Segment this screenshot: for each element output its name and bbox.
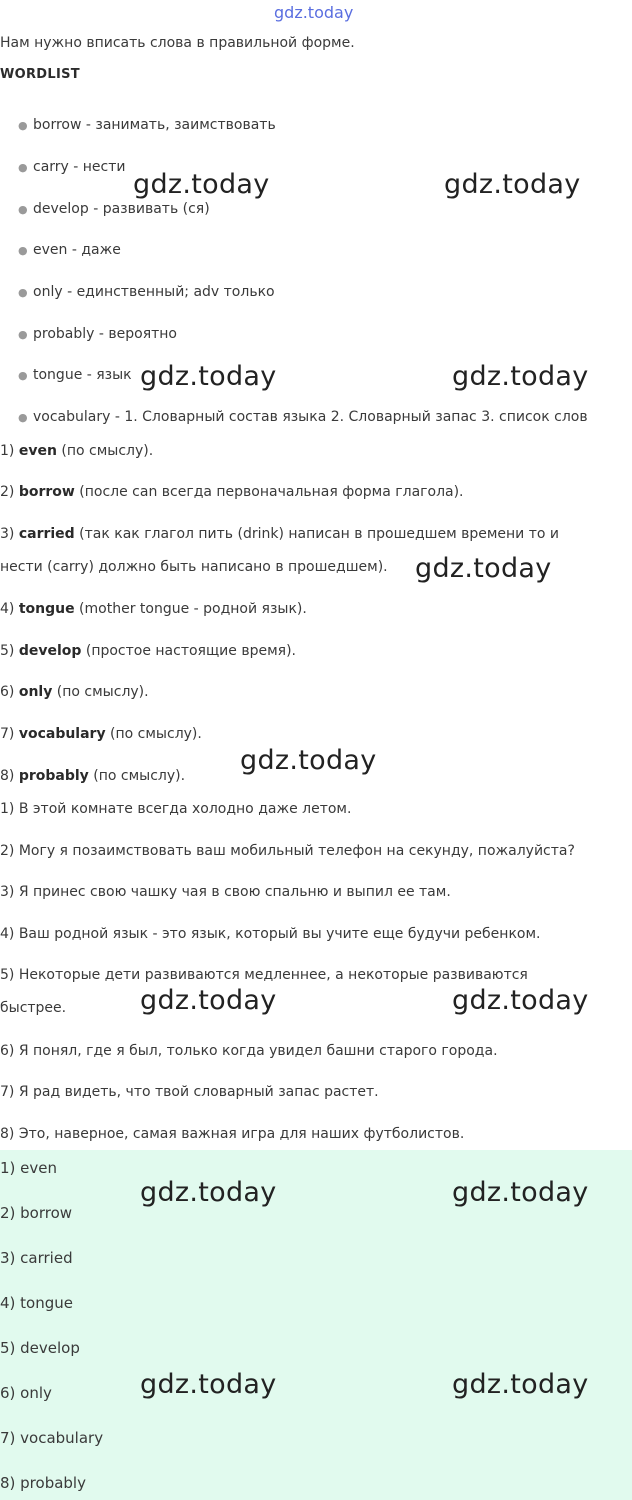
explanation-row: 7) vocabulary (по смыслу).: [0, 726, 202, 742]
explanation-row: 5) develop (простое настоящие время).: [0, 643, 296, 659]
explanation-row: 4) tongue (mother tongue - родной язык).: [0, 601, 307, 617]
answer-item: 7) vocabulary: [0, 1429, 104, 1447]
explanation-row-continued: нести (carry) должно быть написано в прошедшем).: [0, 559, 388, 575]
explanation-row: 1) even (по смыслу).: [0, 443, 154, 459]
bullet-icon: ●: [18, 286, 28, 299]
watermark: gdz.today: [133, 169, 270, 200]
wordlist-item: ● carry - нести: [18, 159, 126, 175]
intro-text: Нам нужно вписать слова в правильной форме.: [0, 35, 355, 51]
watermark-top: gdz.today: [274, 3, 354, 22]
watermark: gdz.today: [452, 985, 589, 1016]
answer-item: 6) only: [0, 1384, 52, 1402]
answer-item: 2) borrow: [0, 1204, 73, 1222]
translation-row: 8) Это, наверное, самая важная игра для наших футболистов.: [0, 1126, 465, 1142]
watermark: gdz.today: [452, 1177, 589, 1208]
wordlist-item: ● only - единственный; adv только: [18, 284, 275, 300]
wordlist-item: ● vocabulary - 1. Словарный состав языка 2. Словарный запас 3. список слов: [18, 409, 588, 425]
wordlist-item: ● develop - развивать (ся): [18, 201, 210, 217]
watermark: gdz.today: [140, 985, 277, 1016]
bullet-icon: ●: [18, 411, 28, 424]
bullet-icon: ●: [18, 119, 28, 132]
bullet-icon: ●: [18, 369, 28, 382]
watermark: gdz.today: [240, 745, 377, 776]
explanation-row: 2) borrow (после can всегда первоначальная форма глагола).: [0, 484, 464, 500]
translation-row: 5) Некоторые дети развиваются медленнее, а некоторые развиваются: [0, 967, 528, 983]
translation-row-continued: быстрее.: [0, 1000, 67, 1016]
watermark: gdz.today: [452, 361, 589, 392]
explanation-row: 8) probably (по смыслу).: [0, 768, 186, 784]
wordlist-item: ● probably - вероятно: [18, 326, 177, 342]
bullet-icon: ●: [18, 203, 28, 216]
translation-row: 1) В этой комнате всегда холодно даже летом.: [0, 801, 352, 817]
translation-row: 7) Я рад видеть, что твой словарный запас растет.: [0, 1084, 379, 1100]
bullet-icon: ●: [18, 161, 28, 174]
watermark: gdz.today: [140, 1177, 277, 1208]
watermark: gdz.today: [444, 169, 581, 200]
answer-item: 4) tongue: [0, 1294, 73, 1312]
translation-row: 6) Я понял, где я был, только когда увидел башни старого города.: [0, 1043, 498, 1059]
translation-row: 2) Могу я позаимствовать ваш мобильный телефон на секунду, пожалуйста?: [0, 843, 575, 859]
bullet-icon: ●: [18, 244, 28, 257]
bullet-icon: ●: [18, 328, 28, 341]
answer-item: 5) develop: [0, 1339, 80, 1357]
explanation-row: 6) only (по смыслу).: [0, 684, 149, 700]
watermark: gdz.today: [452, 1369, 589, 1400]
watermark: gdz.today: [140, 1369, 277, 1400]
wordlist-heading: WORDLIST: [0, 67, 80, 82]
translation-row: 4) Ваш родной язык - это язык, который вы учите еще будучи ребенком.: [0, 926, 541, 942]
explanation-row: 3) carried (так как глагол пить (drink) написан в прошедшем времени то и: [0, 526, 560, 542]
watermark: gdz.today: [140, 361, 277, 392]
wordlist-item: ● tongue - язык: [18, 367, 132, 383]
answer-item: 3) carried: [0, 1249, 73, 1267]
wordlist-item: ● borrow - занимать, заимствовать: [18, 117, 276, 133]
answer-item: 1) even: [0, 1159, 58, 1177]
wordlist-item: ● even - даже: [18, 242, 121, 258]
translation-row: 3) Я принес свою чашку чая в свою спальню и выпил ее там.: [0, 884, 451, 900]
watermark: gdz.today: [415, 553, 552, 584]
answer-item: 8) probably: [0, 1474, 86, 1492]
